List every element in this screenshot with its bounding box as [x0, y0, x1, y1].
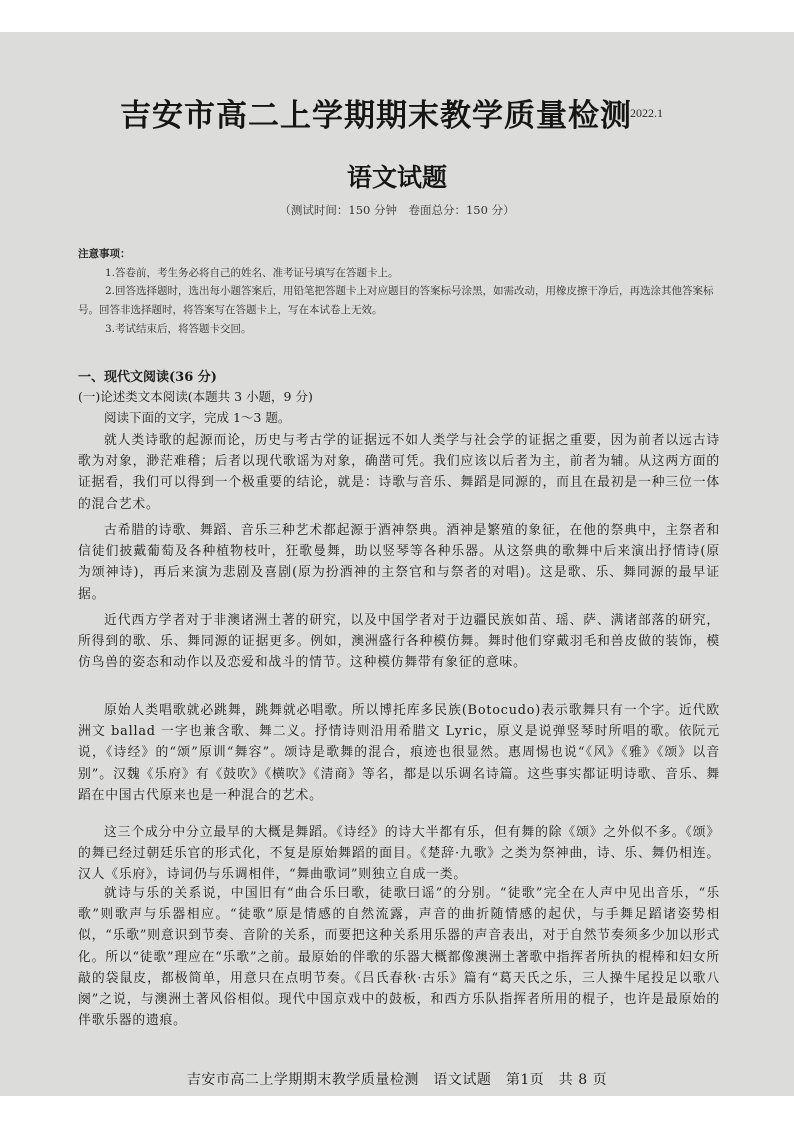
reading-instruction: 阅读下面的文字，完成 1～3 题。 [104, 410, 291, 425]
subject-title: 语文试题 [346, 163, 447, 192]
exam-title: 吉安市高二上学期期末教学质量检测 [120, 98, 632, 134]
title-row [120, 90, 720, 136]
section-subheading: (一)论述类文本阅读(本题共 3 小题，9 分) [78, 389, 313, 404]
notice-heading: 注意事项： [78, 248, 131, 260]
passage-paragraph: 这三个成分中分立最早的大概是舞蹈。《诗经》的诗大半都有乐，但有舞的除《颂》之外似不多。《颂》的舞已经过朝廷乐官的形式化，不复是原始舞蹈的面目。《楚辞·九歌》之类为祭神曲，诗、乐、舞仍相连。汉人《乐府》，诗词仍与乐调相伴，“舞曲歌词”则独立自成一类。 [78, 825, 720, 883]
page-footer: 吉安市高二上学期期末教学质量检测 语文试题 第1页 共 8 页 [186, 1072, 608, 1088]
passage-paragraph: 就人类诗歌的起源而论，历史与考古学的证据远不如人类学与社会学的证据之重要，因为前者以远古诗歌为对象，渺茫难稽；后者以现代歌谣为对象，确凿可凭。我们应该以后者为主，前者为辅。从这两方面的证据看，我们可以得到一个极重要的结论，就是：诗歌与音乐、舞蹈是同源的，而且在最初是一种三位一体的混合艺术。 [78, 433, 720, 512]
passage-paragraph: 原始人类唱歌就必跳舞，跳舞就必唱歌。所以博托库多民族(Botocudo)表示歌舞只有一个字。近代欧洲文 ballad 一字也兼含歌、舞二义。抒情诗则沿用希腊文 Lyric，原义是说弹竖琴时所唱的歌。依阮元说，《诗经》的“颂”原训“舞容”。颂诗是歌舞的混合，痕迹也很显然。惠周惕也说“《风》《雅》《颂》以音别”。汉魏《乐府》有《鼓吹》《横吹》《清商》等名，都是以乐调名诗篇。这些事实都证明诗歌、音乐、舞蹈在中国古代原来也是一种混合的艺术。 [78, 703, 720, 803]
notice-item: 3.考试结束后，将答题卡交回。 [105, 323, 252, 335]
passage-paragraph: 就诗与乐的关系说，中国旧有“曲合乐曰歌，徒歌曰谣”的分别。“徒歌”完全在人声中见出音乐，“乐歌”则歌声与乐器相应。“徒歌”原是情感的自然流露，声音的曲折随情感的起伏，与手舞足蹈诸姿势相似，“乐歌”则意识到节奏、音阶的关系，而要把这种关系用乐器的声音表出，对于自然节奏须多少加以形式化。所以“徒歌”理应在“乐歌”之前。最原始的伴歌的乐器大概都像澳洲土著歌中指挥者所执的棍棒和妇女所敲的袋鼠皮，都极简单，用意只在点明节奏。《吕氏春秋·古乐》篇有“葛天氏之乐，三人操牛尾投足以歌八阕”之说，与澳洲土著风俗相似。现代中国京戏中的鼓板，和西方乐队指挥者所用的棍子，也许是最原始的伴歌乐器的遗痕。 [78, 886, 720, 1029]
exam-info: （测试时间：150 分钟 卷面总分：150 分） [279, 203, 515, 217]
exam-date: 2022.1 [630, 106, 663, 120]
notice-item: 1.答卷前，考生务必将自己的姓名、准考证号填写在答题卡上。 [105, 267, 399, 279]
passage-paragraph: 古希腊的诗歌、舞蹈、音乐三种艺术都起源于酒神祭典。酒神是繁殖的象征，在他的祭典中，主祭者和信徒们披戴葡萄及各种植物枝叶，狂歌曼舞，助以竖琴等各种乐器。从这祭典的歌舞中后来演出抒情诗(原为颂神诗)，再后来演为悲剧及喜剧(原为扮酒神的主祭官和与祭者的对唱)。这是歌、乐、舞同源的最早证据。 [78, 523, 720, 602]
passage-paragraph: 近代西方学者对于非澳诸洲土著的研究，以及中国学者对于边疆民族如苗、瑶、萨、满诸部落的研究，所得到的歌、乐、舞同源的证据更多。例如，澳洲盛行各种模仿舞。舞时他们穿戴羽毛和兽皮做的装饰，模仿鸟兽的姿态和动作以及恋爱和战斗的情节。这种模仿舞带有象征的意味。 [78, 613, 720, 671]
exam-paper [0, 32, 794, 1096]
notice-item: 2.回答选择题时，选出每小题答案后，用铅笔把答题卡上对应题目的答案标号涂黑，如需改动，用橡皮擦干净后，再选涂其他答案标号。回答非选择题时，将答案写在答题卡上，写在本试卷上无效。 [78, 285, 714, 316]
section-heading: 一、现代文阅读(36 分) [78, 370, 217, 385]
